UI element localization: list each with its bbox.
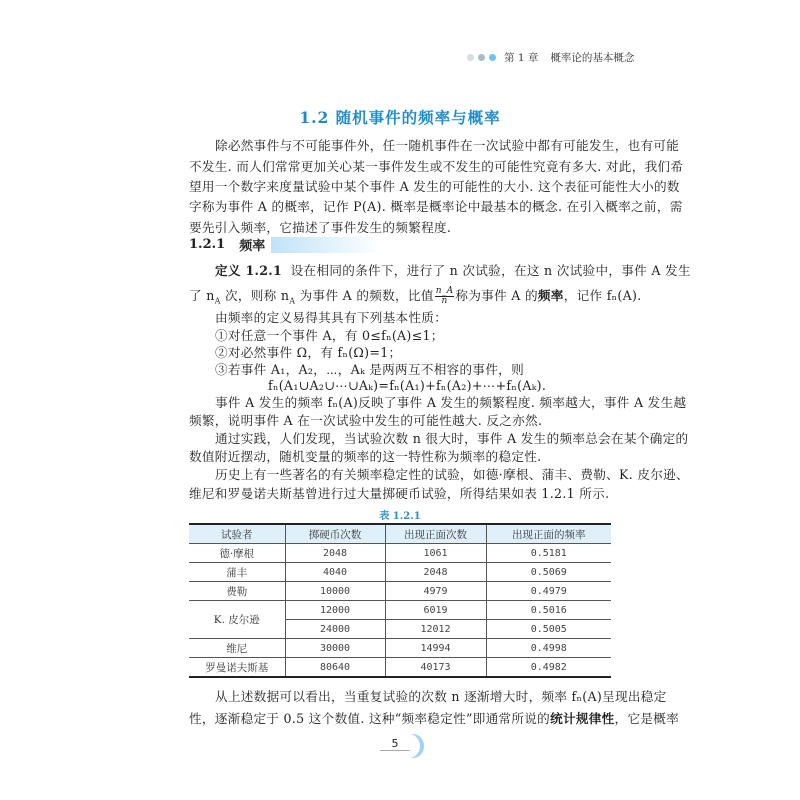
table-caption: 表 1.2.1 [379,511,421,522]
definition-text: ，记作 fₙ(A). [563,288,642,303]
paragraph-line: 望用一个数字来度量试验中某个事件 A 发生的可能性的大小. 这个表征可能性大小的数 [189,179,680,194]
cell-experimenter: 罗曼诺夫斯基 [189,658,285,678]
cell-frequency: 0.4998 [486,639,611,658]
additivity-formula: fₙ(A₁∪A₂∪⋯∪Aₖ)=fₙ(A₁)+fₙ(A₂)+⋯+fₙ(Aₖ). [268,378,547,393]
fraction-numerator: n_A [435,286,454,296]
subsection-heading [189,235,381,254]
cell-frequency: 0.5005 [486,620,611,639]
cell-experimenter: K. 皮尔逊 [189,601,285,639]
table-row [189,639,611,658]
dot-icon [489,54,496,61]
cell-frequency: 0.5181 [486,544,611,563]
fraction-denominator: n [441,296,448,306]
definition-line [215,262,691,280]
paragraph-line: 要先引入频率，它描述了事件发生的频繁程度. [189,220,452,235]
column-header: 出现正面次数 [385,524,486,544]
column-header: 出现正面的频率 [486,524,611,544]
cell-frequency: 0.5016 [486,601,611,620]
cell-heads: 1061 [385,544,486,563]
property-3: ③若事件 A₁，A₂，⋯，Aₖ 是两两互不相容的事件，则 [215,362,524,377]
term-frequency: 频率 [537,288,564,303]
cell-tosses: 10000 [285,582,385,601]
cell-heads: 2048 [385,563,486,582]
term-statistical-regularity: 统计规律性 [550,711,615,726]
cell-tosses: 4040 [285,563,385,582]
paragraph-line: 除必然事件与不可能事件外，任一随机事件在一次试验中都有可能发生，也有可能 [215,138,680,153]
definition-text: 称为事件 A 的 [455,288,538,303]
paragraph-line: 历史上有一些著名的有关频率稳定性的试验，如德·摩根、蒲丰、费勒、K. 皮尔逊、 [215,467,689,482]
cell-frequency: 0.4979 [486,582,611,601]
coin-toss-table [189,523,611,678]
cell-frequency: 0.5069 [486,563,611,582]
paragraph-line: 通过实践，人们发现，当试验次数 n 很大时，事件 A 发生的频率总会在某个确定的 [215,431,689,446]
column-header: 掷硬币次数 [285,524,385,544]
subsection-title: 频率 [239,239,266,254]
chapter-number: 第 1 章 [504,52,539,64]
paragraph-line: 从上述数据可以看出，当重复试验的次数 n 逐渐增大时，频率 fₙ(A)呈现出稳定 [215,689,667,704]
cell-frequency: 0.4982 [486,658,611,678]
table-row [189,544,611,563]
subscript: A [214,296,221,306]
cell-tosses: 2048 [285,544,385,563]
table-row [189,601,611,620]
paragraph-line: 数值附近摆动，随机变量的频率的这一特性称为频率的稳定性. [189,449,542,464]
definition-line [189,287,642,311]
dot-icon [478,54,485,61]
definition-label: 定义 1.2.1 [215,263,283,278]
paragraph-line: 事件 A 发生的频率 fₙ(A)反映了事件 A 发生的频繁程度. 频率越大，事件 A 发生越 [215,395,687,410]
property-1: ①对任意一个事件 A，有 0≤fₙ(A)≤1； [215,328,444,343]
cell-heads: 40173 [385,658,486,678]
paragraph-text: 性，逐渐稳定于 0.5 这个数值. 这种“频率稳定性”即通常所说的 [189,711,551,726]
table-row [189,658,611,678]
paragraph-line: 不发生. 而人们常常更加关心某一事件发生或不发生的可能性究竟有多大. 对此，我们希 [189,159,684,174]
paragraph-line: 维尼和罗曼诺夫斯基曾进行过大量掷硬币试验，所得结果如表 1.2.1 所示. [189,486,610,501]
cell-heads: 14994 [385,639,486,658]
table-header-row [189,524,611,544]
definition-text: 了 n [189,288,215,303]
cell-heads: 6019 [385,601,486,620]
cell-tosses: 12000 [285,601,385,620]
running-header [467,50,634,65]
definition-text: 设在相同的条件下，进行了 n 次试验，在这 n 次试验中，事件 A 发生 [290,263,691,278]
properties-intro: 由频率的定义易得其具有下列基本性质： [215,310,448,325]
section-title: 1.2 随机事件的频率与概率 [299,108,501,127]
cell-experimenter: 德·摩根 [189,544,285,563]
crescent-icon [398,734,420,758]
dot-icon [467,54,474,61]
cell-experimenter: 蒲丰 [189,563,285,582]
cell-tosses: 80640 [285,658,385,678]
cell-experimenter: 费勒 [189,582,285,601]
definition-text: 为事件 A 的频数，比值 [295,288,434,303]
property-2: ②对必然事件 Ω，有 fₙ(Ω)=1； [215,345,402,360]
table-row [189,582,611,601]
cell-heads: 4979 [385,582,486,601]
cell-tosses: 30000 [285,639,385,658]
page-number: 5 [380,737,410,751]
heading-band [271,237,381,253]
cell-experimenter: 维尼 [189,639,285,658]
definition-text: 次，则称 n [220,288,290,303]
cell-tosses: 24000 [285,620,385,639]
paragraph-text: ，它是概率 [614,711,680,726]
column-header: 试验者 [189,524,285,544]
paragraph-line: 频繁，说明事件 A 在一次试验中发生的可能性越大. 反之亦然. [189,413,543,428]
fraction [435,287,455,306]
subsection-number: 1.2.1 [189,237,226,252]
paragraph-line [189,710,679,728]
subscript: A [289,296,296,306]
table-row [189,563,611,582]
cell-heads: 12012 [385,620,486,639]
chapter-title: 概率论的基本概念 [550,52,635,64]
paragraph-line: 字称为事件 A 的概率，记作 P(A). 概率是概率论中最基本的概念. 在引入概率之前，需 [189,199,683,214]
